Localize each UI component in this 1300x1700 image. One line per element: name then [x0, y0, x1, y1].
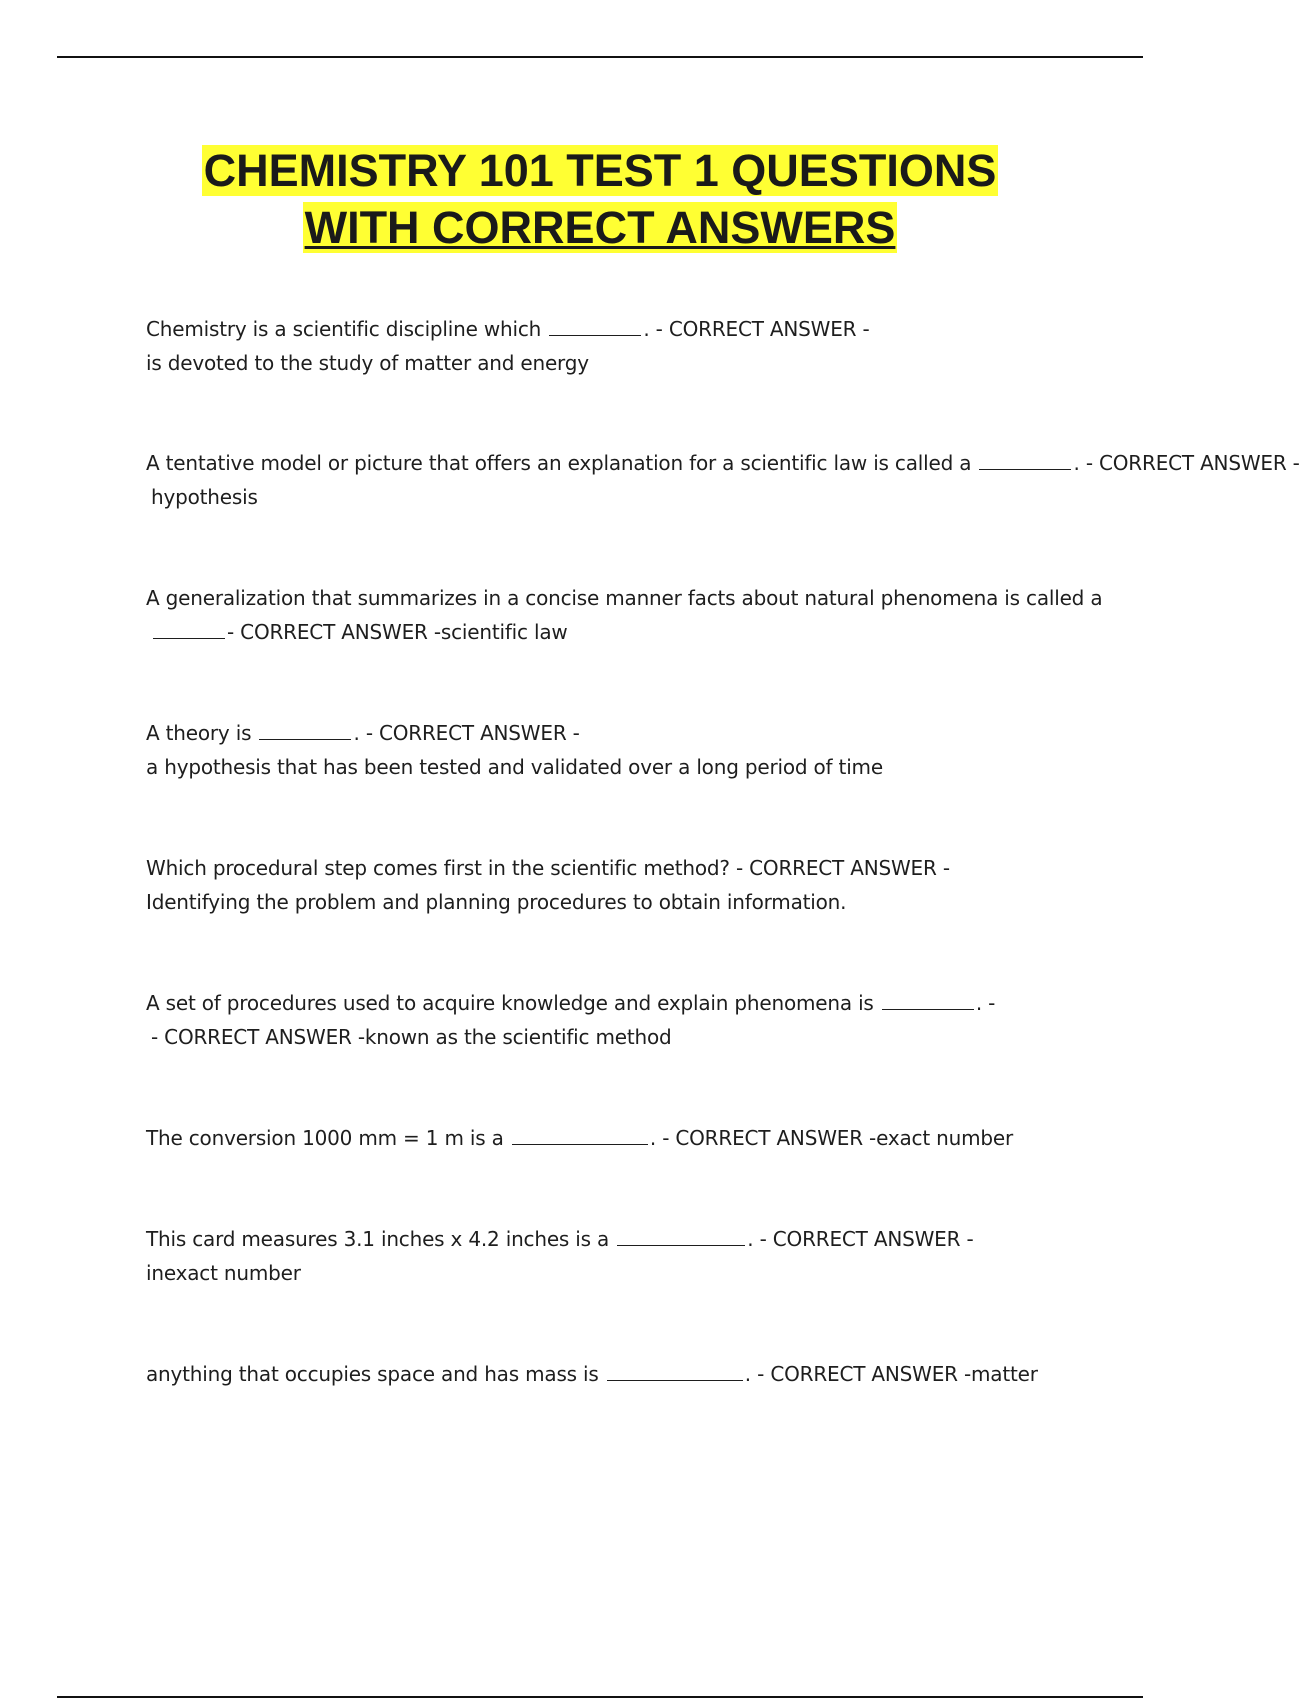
question-text: A generalization that summarizes in a concise manner facts about natural phenomena is called a: [146, 586, 1103, 610]
title-line-1: CHEMISTRY 101 TEST 1 QUESTIONS: [203, 145, 997, 196]
qa-item: [146, 1357, 1106, 1391]
answer-text: hypothesis: [151, 485, 258, 509]
answer-marker: - CORRECT ANSWER -: [735, 856, 950, 880]
document-title: [0, 142, 1200, 256]
question-text: Which procedural step comes first in the scientific method?: [146, 856, 730, 880]
answer-marker: - CORRECT ANSWER -: [662, 1126, 877, 1150]
question-text: anything that occupies space and has mass is: [146, 1362, 599, 1386]
answer-blank: [153, 618, 225, 639]
answer-marker: - CORRECT ANSWER -: [365, 721, 580, 745]
question-suffix: .: [1073, 451, 1080, 475]
question-text: Chemistry is a scientific discipline which: [146, 317, 542, 341]
answer-text: exact number: [876, 1126, 1013, 1150]
question-text: A set of procedures used to acquire knowledge and explain phenomena is: [146, 991, 874, 1015]
bottom-rule: [57, 1696, 1143, 1698]
qa-item: [146, 446, 1300, 514]
answer-marker-start: -: [988, 991, 996, 1015]
top-rule: [57, 56, 1143, 58]
answer-text: inexact number: [146, 1261, 301, 1285]
qa-item: [146, 851, 1106, 919]
title-line-2: WITH CORRECT ANSWERS: [304, 202, 896, 253]
answer-text: scientific law: [440, 620, 568, 644]
answer-text: known as the scientific method: [364, 1025, 672, 1049]
question-text: This card measures 3.1 inches x 4.2 inches is a: [146, 1227, 610, 1251]
answer-marker: - CORRECT ANSWER -: [759, 1227, 974, 1251]
answer-marker: - CORRECT ANSWER -: [757, 1362, 972, 1386]
question-suffix: .: [975, 991, 982, 1015]
qa-item: [146, 581, 1106, 649]
qa-item: [146, 1121, 1106, 1155]
question-suffix: .: [353, 721, 360, 745]
answer-blank: [979, 449, 1071, 470]
qa-item: [146, 986, 1106, 1054]
answer-text: a hypothesis that has been tested and validated over a long period of time: [146, 755, 883, 779]
answer-blank: [512, 1124, 648, 1145]
question-suffix: .: [649, 1126, 657, 1150]
answer-text: is devoted to the study of matter and energy: [146, 351, 589, 375]
answer-blank: [882, 989, 974, 1010]
answer-blank: [549, 315, 641, 336]
qa-item: [146, 716, 1106, 784]
answer-blank: [259, 719, 351, 740]
answer-blank: [607, 1360, 743, 1381]
answer-marker: - CORRECT ANSWER -: [227, 620, 441, 644]
answer-marker: - CORRECT ANSWER -: [655, 317, 870, 341]
qa-item: [146, 312, 1106, 380]
question-text: A theory is: [146, 721, 252, 745]
answer-marker: - CORRECT ANSWER -: [1085, 451, 1300, 475]
question-suffix: .: [744, 1362, 751, 1386]
question-text: The conversion 1000 mm = 1 m is a: [146, 1126, 504, 1150]
question-suffix: .: [747, 1227, 754, 1251]
answer-text: matter: [971, 1362, 1038, 1386]
answer-text: Identifying the problem and planning procedures to obtain information.: [146, 890, 847, 914]
answer-marker: - CORRECT ANSWER -: [151, 1025, 365, 1049]
question-suffix: .: [643, 317, 650, 341]
answer-blank: [617, 1225, 745, 1246]
question-text: A tentative model or picture that offers an explanation for a scientific law is called a: [146, 451, 972, 475]
qa-item: [146, 1222, 1106, 1290]
